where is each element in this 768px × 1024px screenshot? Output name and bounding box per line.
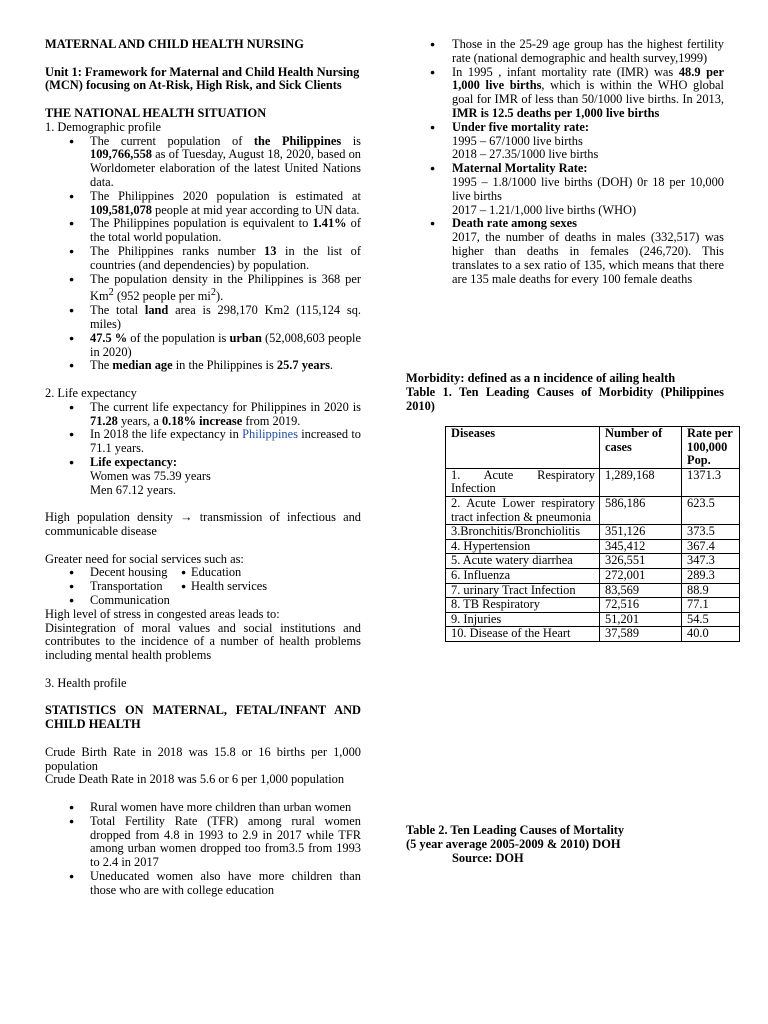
needs-heading: Greater need for social services such as: (45, 551, 244, 566)
table-cell: 272,001 (600, 568, 682, 583)
health-profile-heading: 3. Health profile (45, 675, 127, 690)
list-item: ● Uneducated women also have more children than those who are with college education (45, 870, 361, 898)
list-item: ● Under five mortality rate: 1995 – 67/1000 live births 2018 – 27.35/1000 live births (406, 121, 724, 162)
mortality-list (406, 38, 724, 286)
table-cell: 40.0 (682, 627, 740, 642)
list-item: ● Communication (45, 594, 181, 608)
table-row (446, 496, 740, 524)
table-cell: 5. Acute watery diarrhea (446, 554, 600, 569)
table-cell: 37,589 (600, 627, 682, 642)
document-title: MATERNAL AND CHILD HEALTH NURSING (45, 37, 304, 51)
list-item: ● In 2018 the life expectancy in Philippines increased to 71.1 years. (45, 428, 361, 456)
table2-source: Source: DOH (452, 850, 524, 865)
list-item: ● 47.5 % of the population is urban (52,008,603 people in 2020) (45, 332, 361, 360)
table-row (446, 525, 740, 540)
table-cell: 289.3 (682, 568, 740, 583)
table-row (446, 468, 740, 496)
table-cell: 6. Influenza (446, 568, 600, 583)
table-row (446, 568, 740, 583)
table-cell: 1371.3 (682, 468, 740, 496)
list-item: ● Death rate among sexes 2017, the number of deaths in males (332,517) was higher than deaths in females (246,720). This translates to a sex ratio of 135, which means that there are 135 male deaths for every 100 female deaths (406, 217, 724, 286)
table-header-row (446, 427, 740, 469)
table-cell: 2. Acute Lower respiratory tract infection & pneumonia (446, 496, 600, 524)
table-cell: 51,201 (600, 612, 682, 627)
crude-birth-rate: Crude Birth Rate in 2018 was 15.8 or 16 births per 1,000 population (45, 744, 361, 773)
table-row (446, 598, 740, 613)
table-row (446, 627, 740, 642)
right-column (406, 38, 724, 286)
table-cell: 4. Hypertension (446, 539, 600, 554)
table-cell: 7. urinary Tract Infection (446, 583, 600, 598)
list-item: ● The Philippines 2020 population is estimated at 109,581,078 people at mid year according to UN data. (45, 190, 361, 218)
list-item: ● Health services (181, 580, 331, 594)
list-item: ● Life expectancy: Women was 75.39 years Men 67.12 years. (45, 456, 361, 497)
list-item: ● The population density in the Philippines is 368 per Km$^2$ (952 people per $mi^2$). (45, 273, 361, 305)
disintegration-text: Disintegration of moral values and social institutions and contributes to the incidence of a number of health problems including mental health problems (45, 620, 361, 663)
table-cell: 54.5 (682, 612, 740, 627)
needs-list (45, 566, 361, 607)
list-item: ● The current population of the Philippines is 109,766,558 as of Tuesday, August 18, 2020, based on Worldometer elaboration of the latest United Nations data. (45, 135, 361, 190)
table-cell: 72,516 (600, 598, 682, 613)
morbidity-definition: Morbidity: defined as a n incidence of ailing health (406, 371, 676, 385)
list-item: ● Decent housing (45, 566, 181, 580)
table-row (446, 554, 740, 569)
table-cell: 8. TB Respiratory (446, 598, 600, 613)
left-column (45, 38, 361, 898)
list-item: ● The Philippines population is equivalent to 1.41% of the total world population. (45, 217, 361, 245)
list-item: ● Education (181, 566, 331, 580)
table-cell: 83,569 (600, 583, 682, 598)
table-cell: 586,186 (600, 496, 682, 524)
table2-title: Table 2. Ten Leading Causes of Mortality (406, 823, 625, 837)
table-cell: 347.3 (682, 554, 740, 569)
table-cell: 326,551 (600, 554, 682, 569)
column-header: Rate per 100,000 Pop. (682, 427, 740, 469)
list-item: ● The Philippines ranks number 13 in the list of countries (and dependencies) by population. (45, 245, 361, 273)
table-cell: 345,412 (600, 539, 682, 554)
stress-line: High level of stress in congested areas leads to: (45, 606, 280, 621)
demographic-list (45, 135, 361, 374)
table-cell: 3.Bronchitis/Bronchiolitis (446, 525, 600, 540)
table-cell: 373.5 (682, 525, 740, 540)
morbidity-table (445, 426, 740, 642)
density-line: High population density → transmission of infectious and communicable disease (45, 510, 361, 539)
list-item: ● The median age in the Philippines is 25.7 years. (45, 359, 361, 373)
table-cell: 1. Acute Respiratory Infection (446, 468, 600, 496)
list-item: ● Total Fertility Rate (TFR) among rural women dropped from 4.8 in 1993 to 2.9 in 2017 while TFR among urban women dropped too from3.5 from 1993 to 2.4 in 2017 (45, 815, 361, 870)
unit-heading: Unit 1: Framework for Maternal and Child Health Nursing (MCN) focusing on At-Risk, High Risk, and Sick Clients (45, 64, 360, 93)
table-cell: 88.9 (682, 583, 740, 598)
table-row (446, 583, 740, 598)
list-item: ● The total land area is 298,170 Km2 (115,124 sq. miles) (45, 304, 361, 332)
rural-list (45, 801, 361, 898)
list-item: ● Maternal Mortality Rate: 1995 – 1.8/1000 live births (DOH) 0r 18 per 10,000 live births 2017 – 1.21/1,000 live births (WHO) (406, 162, 724, 217)
statistics-heading: STATISTICS ON MATERNAL, FETAL/INFANT AND CHILD HEALTH (45, 703, 361, 732)
table-cell: 623.5 (682, 496, 740, 524)
table-cell: 9. Injuries (446, 612, 600, 627)
table2-caption (406, 824, 724, 865)
table-cell: 10. Disease of the Heart (446, 627, 600, 642)
list-item: ● Those in the 25-29 age group has the highest fertility rate (national demographic and health survey,1999) (406, 38, 724, 66)
table-cell: 77.1 (682, 598, 740, 613)
philippines-link[interactable]: Philippines (242, 427, 298, 442)
column-header: Diseases (446, 427, 600, 469)
list-item: ● The current life expectancy for Philippines in 2020 is 71.28 years, a 0.18% increase from 2019. (45, 401, 361, 429)
table-cell: 367.4 (682, 539, 740, 554)
table-cell: 351,126 (600, 525, 682, 540)
list-item: ● Rural women have more children than urban women (45, 801, 361, 815)
table-cell: 1,289,168 (600, 468, 682, 496)
life-expectancy-list (45, 401, 361, 498)
life-expectancy-heading: 2. Life expectancy (45, 386, 137, 401)
demographic-heading: 1. Demographic profile (45, 119, 161, 134)
column-header: Number of cases (600, 427, 682, 469)
table2-subtitle: (5 year average 2005-2009 & 2010) DOH (406, 836, 621, 851)
table-row (446, 612, 740, 627)
crude-death-rate: Crude Death Rate in 2018 was 5.6 or 6 per 1,000 population (45, 772, 345, 787)
section-heading: THE NATIONAL HEALTH SITUATION (45, 105, 267, 120)
table1-title: Table 1. Ten Leading Causes of Morbidity (Philippines 2010) (406, 385, 724, 413)
list-item: ● Transportation (45, 580, 181, 594)
table-row (446, 539, 740, 554)
list-item: ● In 1995 , infant mortality rate (IMR) was 48.9 per 1,000 live births, which is within the WHO global goal for IMR of less than 50/1000 live births. In 2013, IMR is 12.5 deaths per 1,000 live births (406, 66, 724, 121)
